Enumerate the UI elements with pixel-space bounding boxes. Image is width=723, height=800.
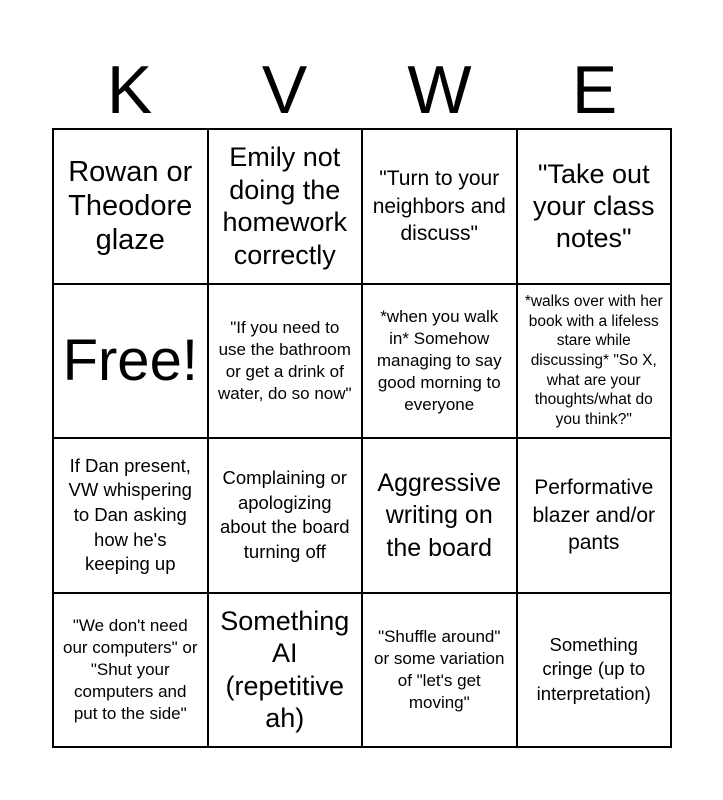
header-letter-v: V	[261, 52, 308, 128]
bingo-cell-r4-c4[interactable]	[518, 594, 673, 749]
bingo-cell-r2-c4[interactable]	[518, 285, 673, 440]
cell-text: Something AI (repetitive ah)	[220, 605, 350, 734]
bingo-cell-r2-c1[interactable]	[54, 285, 209, 440]
bingo-cell-r1-c3[interactable]	[363, 130, 518, 285]
cell-text: "Take out your class notes"	[532, 158, 655, 254]
bingo-cell-r3-c3[interactable]	[363, 439, 518, 594]
cell-text: "Turn to your neighbors and discuss"	[372, 167, 506, 245]
cell-text: Performative blazer and/or pants	[532, 476, 656, 554]
cell-text: Complaining or apologizing about the board turning off	[219, 467, 350, 562]
header-letter-k: K	[106, 52, 153, 128]
bingo-cell-r1-c2[interactable]	[209, 130, 364, 285]
cell-text: *walks over with her book with a lifeless stare while discussing* "So X, what are your thoughts/what do you think?"	[524, 292, 663, 428]
bingo-cell-r4-c2[interactable]	[209, 594, 364, 749]
bingo-cell-r3-c2[interactable]	[209, 439, 364, 594]
bingo-cell-r2-c3[interactable]	[363, 285, 518, 440]
bingo-cell-r3-c4[interactable]	[518, 439, 673, 594]
cell-text: "We don't need our computers" or "Shut your computers and put to the side"	[62, 615, 198, 723]
cell-text: Aggressive writing on the board	[377, 468, 502, 562]
bingo-cell-r4-c1[interactable]	[54, 594, 209, 749]
cell-text: Emily not doing the homework correctly	[222, 142, 348, 270]
cell-text: If Dan present, VW whispering to Dan asking how he's keeping up	[68, 454, 192, 575]
cell-text: "If you need to use the bathroom or get a drink of water, do so now"	[217, 317, 352, 403]
cell-text: Rowan or Theodore glaze	[68, 155, 193, 257]
cell-text: "Shuffle around" or some variation of "let's get moving"	[374, 626, 505, 712]
bingo-board	[52, 128, 672, 748]
bingo-cell-r2-c2[interactable]	[209, 285, 364, 440]
bingo-cell-r1-c1[interactable]	[54, 130, 209, 285]
free-space-text: Free!	[62, 327, 198, 393]
header-letter-w: W	[407, 52, 472, 128]
bingo-cell-r3-c1[interactable]	[54, 439, 209, 594]
header-letter-e: E	[571, 52, 618, 128]
bingo-cell-r4-c3[interactable]	[363, 594, 518, 749]
bingo-header	[52, 52, 672, 128]
cell-text: Something cringe (up to interpretation)	[536, 633, 651, 705]
cell-text: *when you walk in* Somehow managing to say good morning to everyone	[376, 306, 502, 414]
bingo-cell-r1-c4[interactable]	[518, 130, 673, 285]
